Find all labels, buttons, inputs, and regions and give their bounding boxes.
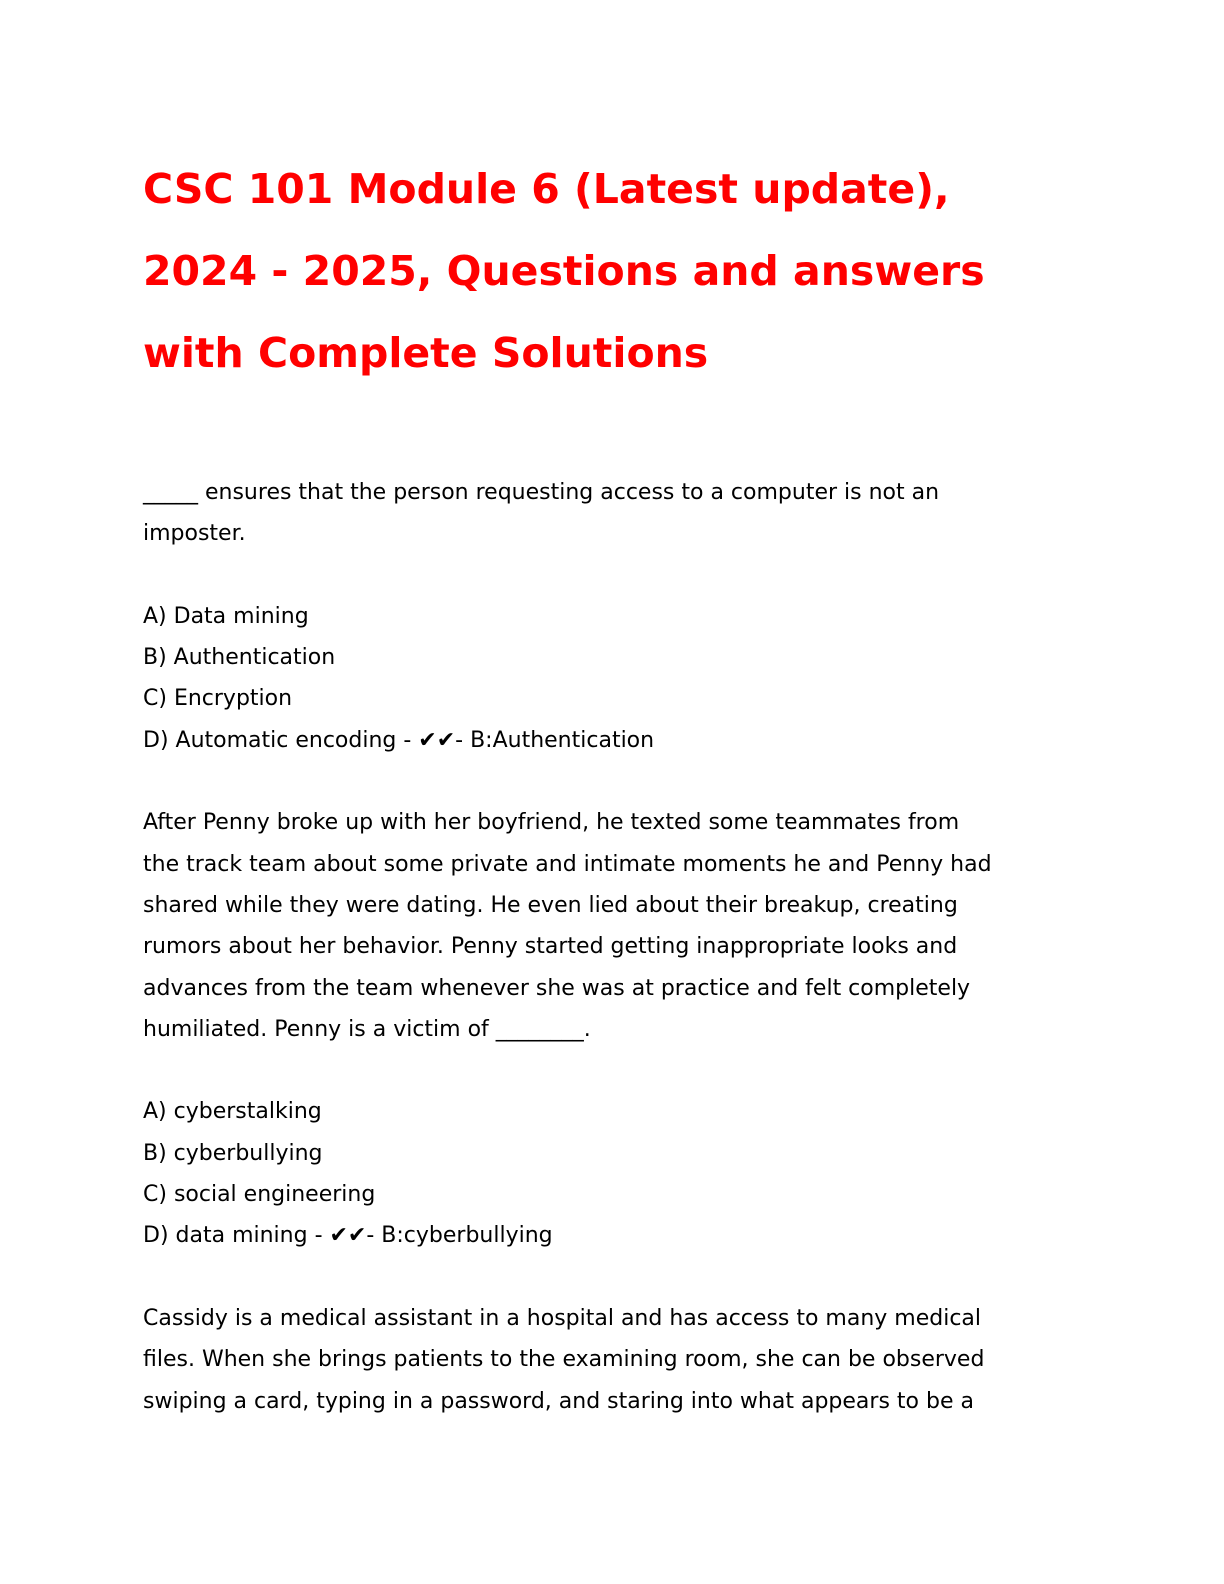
question-stem-line: shared while they were dating. He even lied about their breakup, creating bbox=[143, 892, 958, 918]
answer-option: B) cyberbullying bbox=[143, 1140, 323, 1166]
answer-option: C) social engineering bbox=[143, 1182, 376, 1208]
question-stem-line: imposter. bbox=[143, 521, 246, 547]
title-line: with Complete Solutions bbox=[143, 329, 709, 377]
question-stem-line: files. When she brings patients to the examining room, she can be observed bbox=[143, 1347, 985, 1373]
question-1 bbox=[143, 472, 1083, 761]
question-3 bbox=[143, 1298, 1083, 1422]
question-2 bbox=[143, 802, 1083, 1256]
title-line: 2024 - 2025, Questions and answers bbox=[143, 247, 985, 295]
answer-option: A) cyberstalking bbox=[143, 1099, 322, 1125]
question-stem-line: _____ ensures that the person requesting access to a computer is not an bbox=[143, 480, 940, 505]
question-stem-line: After Penny broke up with her boyfriend, he texted some teammates from bbox=[143, 810, 960, 836]
answer-option: B) Authentication bbox=[143, 645, 336, 671]
title-line: CSC 101 Module 6 (Latest update), bbox=[143, 165, 950, 213]
paragraph-gap bbox=[143, 555, 1083, 596]
question-stem-line: rumors about her behavior. Penny started getting inappropriate looks and bbox=[143, 934, 958, 960]
answer-option: A) Data mining bbox=[143, 603, 309, 629]
answer-option-with-solution: D) data mining - ✔✔- B:cyberbullying bbox=[143, 1223, 553, 1249]
answer-option: C) Encryption bbox=[143, 686, 293, 712]
question-stem-line: the track team about some private and intimate moments he and Penny had bbox=[143, 851, 992, 877]
document-title bbox=[143, 148, 1103, 394]
question-stem-line: swiping a card, typing in a password, and staring into what appears to be a bbox=[143, 1388, 974, 1414]
document-body bbox=[143, 472, 1083, 1422]
question-stem-line: Cassidy is a medical assistant in a hospital and has access to many medical bbox=[143, 1305, 982, 1331]
question-stem-line: advances from the team whenever she was at practice and felt completely bbox=[143, 975, 971, 1001]
paragraph-gap bbox=[143, 1050, 1083, 1091]
paragraph-gap bbox=[143, 761, 1083, 802]
question-stem-line: humiliated. Penny is a victim of ________. bbox=[143, 1016, 591, 1042]
answer-option-with-solution: D) Automatic encoding - ✔✔- B:Authentication bbox=[143, 727, 655, 753]
paragraph-gap bbox=[143, 1257, 1083, 1298]
